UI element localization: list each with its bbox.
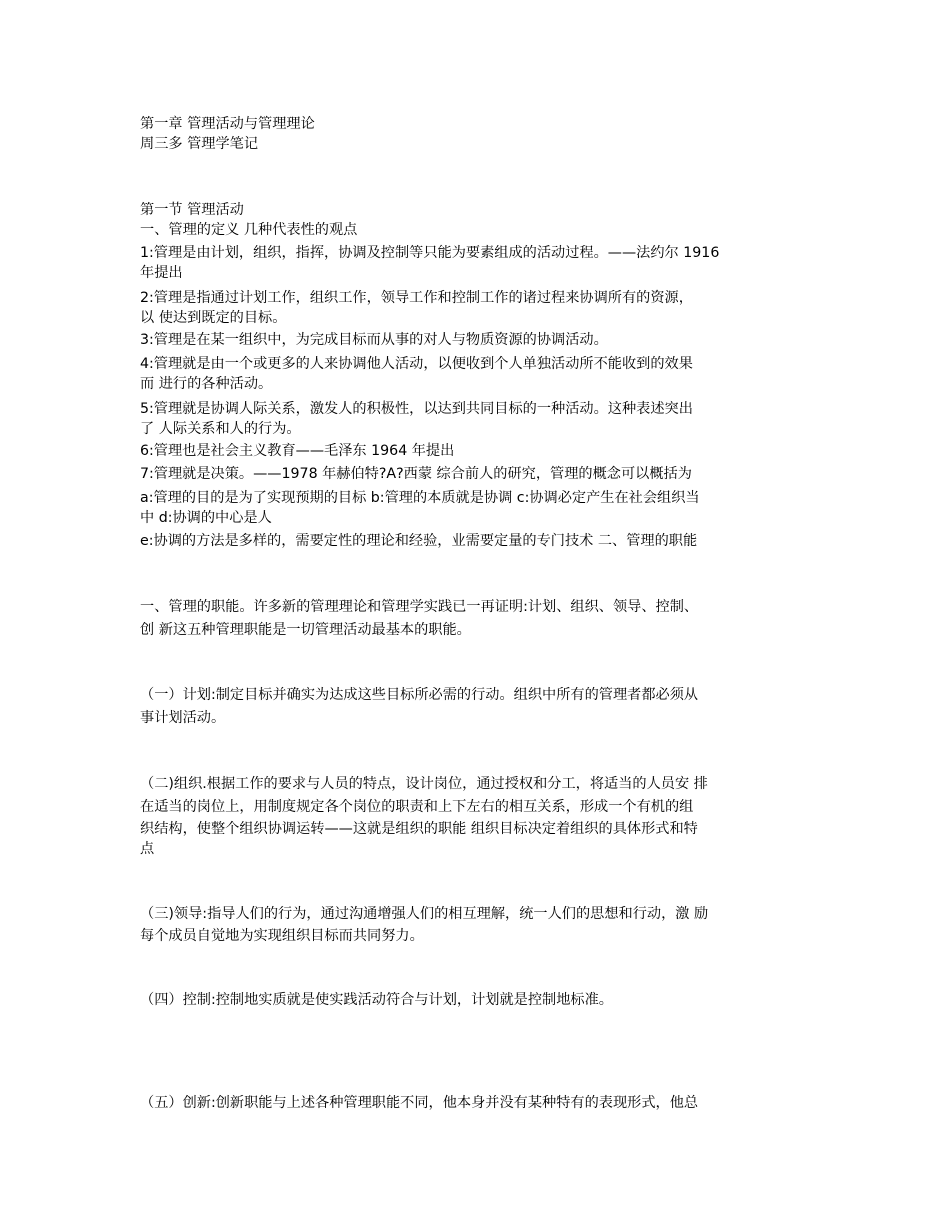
organizing-paragraph-line: 在适当的岗位上，用制度规定各个岗位的职责和上下左右的相互关系，形成一个有机的组: [140, 799, 694, 815]
leading-paragraph-line: （三)领导:指导人们的行为，通过沟通增强人们的相互理解，统一人们的思想和行动，激 励: [140, 906, 709, 922]
chapter-title: 第一章 管理活动与管理理论: [140, 116, 315, 132]
definition-line: 2:管理是指通过计划工作，组织工作，领导工作和控制工作的诸过程来协调所有的资源，: [140, 290, 693, 306]
planning-paragraph-line: 事计划活动。: [140, 710, 226, 726]
definition-line: 年提出: [140, 265, 183, 281]
definition-line: a:管理的目的是为了实现预期的目标 b:管理的本质就是协调 c:协调必定产生在社会组织当: [140, 490, 700, 506]
organizing-paragraph-line: 织结构，使整个组织协调运转——这就是组织的职能 组织目标决定着组织的具体形式和特: [140, 821, 698, 837]
definition-line: 7:管理就是决策。——1978 年赫伯特?A?西蒙 综合前人的研究，管理的概念可以概括为: [140, 466, 692, 482]
definition-line: 中 d:协调的中心是人: [140, 510, 272, 526]
definition-line: 5:管理就是协调人际关系，激发人的积极性，以达到共同目标的一种活动。这种表述突出: [140, 401, 693, 417]
controlling-paragraph-line: （四）控制:控制地实质就是使实践活动符合与计划，计划就是控制地标准。: [140, 992, 613, 1008]
definition-line: 4:管理就是由一个或更多的人来协调他人活动，以便收到个人单独活动所不能收到的效果: [140, 356, 693, 372]
functions-intro-line: 创 新这五种管理职能是一切管理活动最基本的职能。: [140, 622, 471, 638]
definition-line: 以 使达到既定的目标。: [140, 310, 287, 326]
definition-line: 而 进行的各种活动。: [140, 376, 273, 392]
planning-paragraph-line: （一）计划:制定目标并确实为达成这些目标所必需的行动。组织中所有的管理者都必须从: [140, 687, 699, 703]
organizing-paragraph-line: （二)组织.根据工作的要求与人员的特点，设计岗位，通过授权和分工，将适当的人员安 排: [140, 776, 708, 792]
definition-line: e:协调的方法是多样的，需要定性的理论和经验，业需要定量的专门技术 二、管理的职能: [140, 533, 698, 549]
leading-paragraph-line: 每个成员自觉地为实现组织目标而共同努力。: [140, 928, 424, 944]
definition-line: 6:管理也是社会主义教育——毛泽东 1964 年提出: [140, 443, 455, 459]
functions-intro-line: 一、管理的职能。许多新的管理理论和管理学实践已一再证明:计划、组织、领导、控制、: [140, 599, 699, 615]
organizing-paragraph-line: 点: [140, 841, 155, 857]
definitions-heading: 一、管理的定义 几种代表性的观点: [140, 222, 358, 238]
document-subtitle: 周三多 管理学笔记: [140, 136, 259, 152]
innovating-paragraph-line: （五）创新:创新职能与上述各种管理职能不同，他本身并没有某种特有的表现形式，他总: [140, 1095, 699, 1111]
definition-line: 3:管理是在某一组织中，为完成目标而从事的对人与物质资源的协调活动。: [140, 332, 608, 348]
definition-line: 了 人际关系和人的行为。: [140, 421, 301, 437]
section-title: 第一节 管理活动: [140, 202, 244, 218]
definition-line: 1:管理是由计划，组织，指挥，协调及控制等只能为要素组成的活动过程。——法约尔 1916: [140, 245, 720, 261]
